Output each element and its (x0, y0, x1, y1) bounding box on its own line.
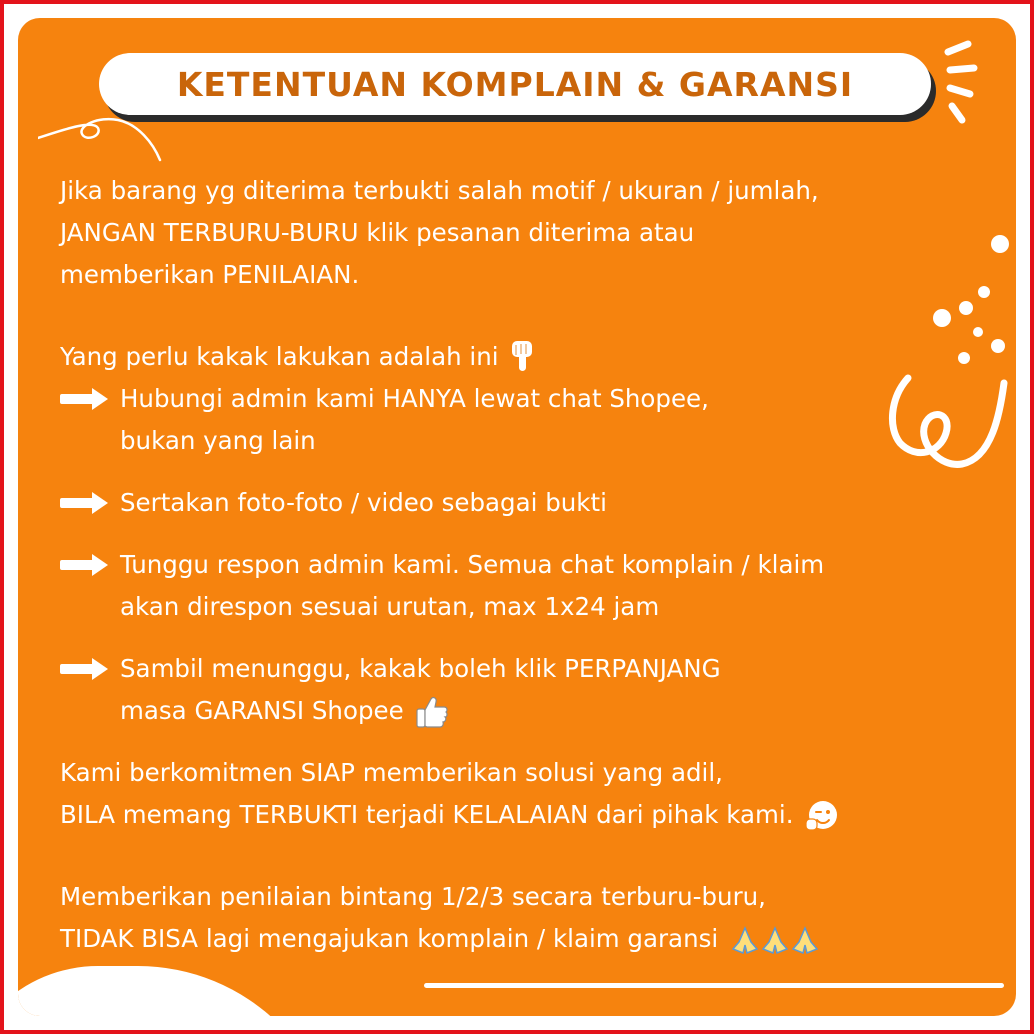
todo-heading-text: Yang perlu kakak lakukan adalah ini (60, 342, 499, 371)
info-card (18, 18, 1016, 1016)
folded-hands-icon-group (726, 924, 820, 953)
warning-line-with-icons (60, 918, 980, 960)
title-banner (99, 53, 931, 115)
warning-paragraph (60, 876, 980, 960)
commitment-line-with-icon (60, 794, 980, 836)
step-line: Tunggu respon admin kami. Semua chat komplain / klaim (120, 550, 825, 579)
folded-hands-icon (730, 925, 760, 955)
intro-line: Jika barang yg diterima terbukti salah motif / ukuran / jumlah, (60, 176, 819, 205)
pointing-down-icon (510, 341, 534, 375)
intro-line: memberikan PENILAIAN. (60, 260, 360, 289)
intro-line: JANGAN TERBURU-BURU klik pesanan diterima atau (60, 218, 695, 247)
step-line: masa GARANSI Shopee (120, 696, 404, 725)
commitment-paragraph (60, 752, 980, 836)
arrow-right-icon (60, 388, 110, 410)
step-line: Sambil menunggu, kakak boleh klik PERPANJANG (120, 654, 721, 683)
arrow-right-icon (60, 658, 110, 680)
step-line: akan direspon sesuai urutan, max 1x24 jam (120, 592, 660, 621)
folded-hands-icon (790, 925, 820, 955)
commitment-line: BILA memang TERBUKTI terjadi KELALAIAN dari pihak kami. (60, 800, 794, 829)
step-line: bukan yang lain (120, 426, 316, 455)
step-line: Sertakan foto-foto / video sebagai bukti (120, 488, 607, 517)
warning-line: TIDAK BISA lagi mengajukan komplain / klaim garansi (60, 924, 719, 953)
warning-line: Memberikan penilaian bintang 1/2/3 secara terburu-buru, (60, 882, 766, 911)
step-item (60, 544, 980, 628)
page-title: KETENTUAN KOMPLAIN & GARANSI (176, 64, 854, 104)
folded-hands-icon (760, 925, 790, 955)
step-item (60, 648, 980, 732)
thumbs-up-icon (415, 695, 449, 729)
step-item (60, 378, 980, 462)
burst-decoration-top-right (940, 40, 990, 130)
arrow-right-icon (60, 554, 110, 576)
commitment-line: Kami berkomitmen SIAP memberikan solusi yang adil, (60, 758, 723, 787)
arrow-right-icon (60, 492, 110, 514)
corner-decoration (18, 966, 338, 1016)
todo-heading (60, 336, 980, 378)
intro-paragraph (60, 170, 980, 296)
step-line: Hubungi admin kami HANYA lewat chat Shopee, (120, 384, 709, 413)
step-item (60, 482, 980, 524)
content-body (60, 170, 980, 960)
winking-face-icon (805, 799, 839, 833)
step-line-with-icon (120, 690, 980, 732)
bottom-divider (424, 983, 1004, 988)
